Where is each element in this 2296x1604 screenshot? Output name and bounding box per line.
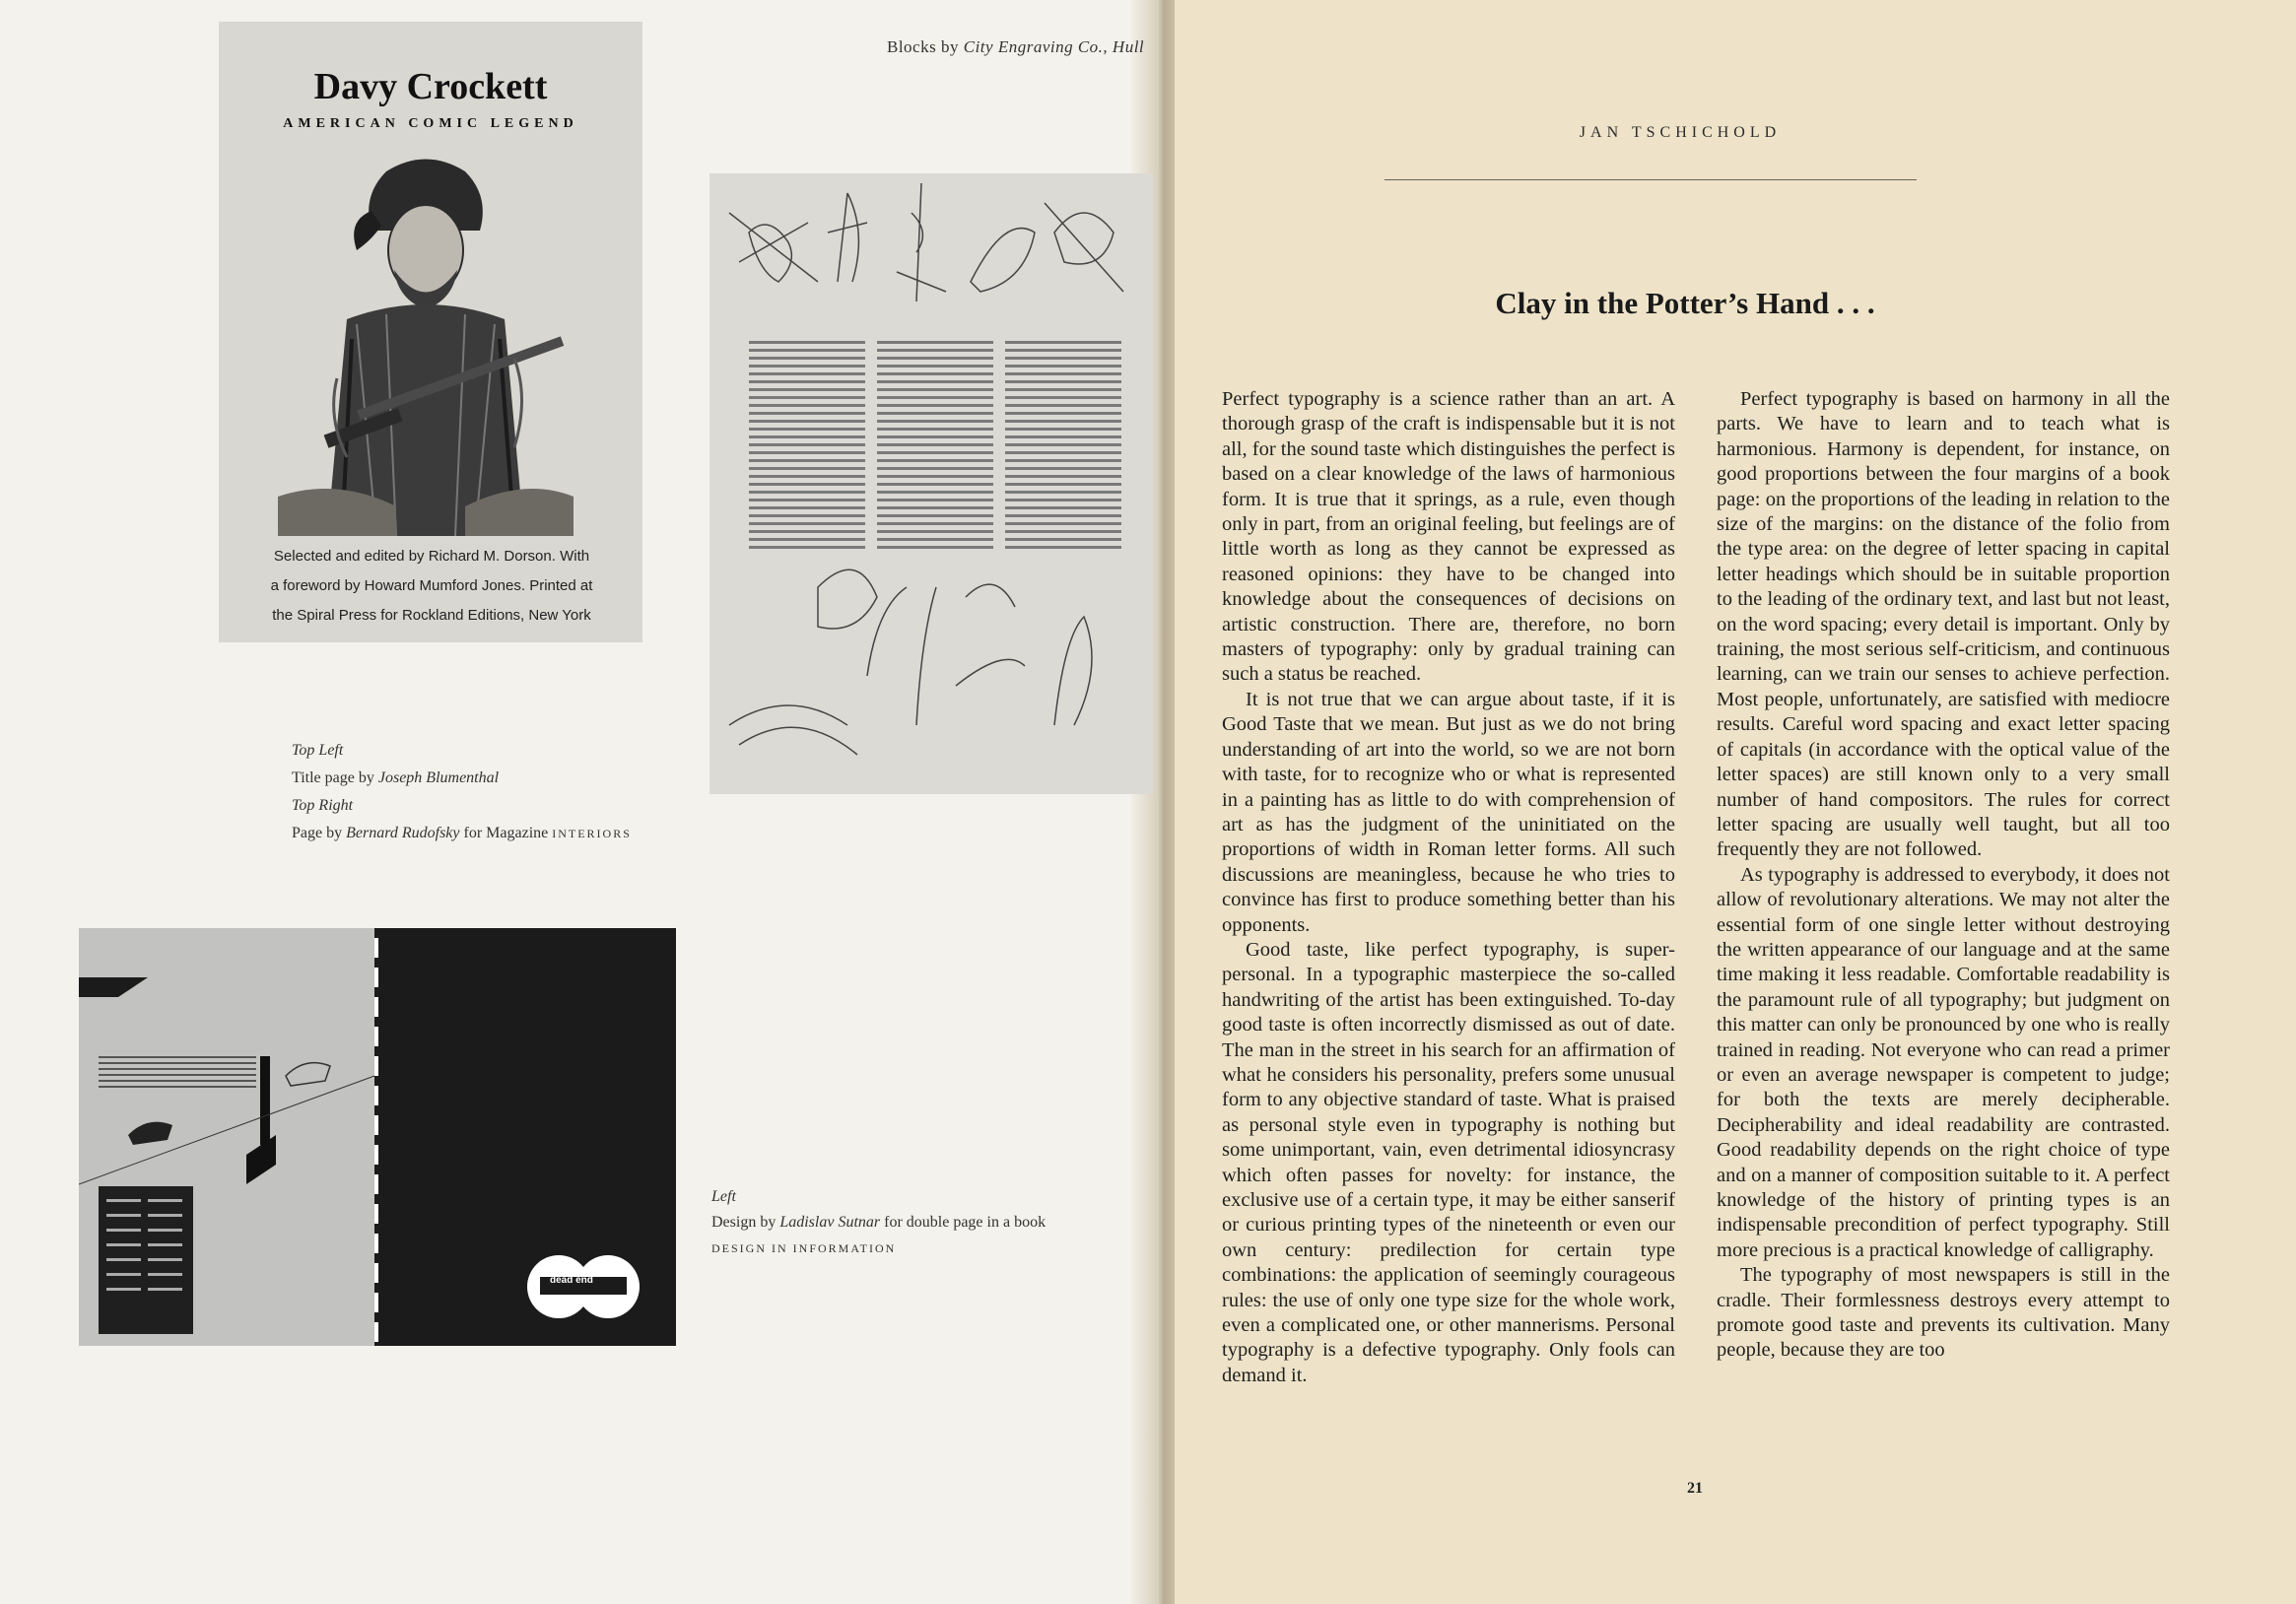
paragraph: Perfect typography is based on harmony in all the parts. We have to learn and to teach what is harmonious. Harmony is dependent, for instance, on good proportions between the four margins of a book page: on the proportions of the leading in relation to the size of the margins: on the distance of the folio from the type area: on the degree of letter spacing in capital letter headings which should be in suitable proportion to the leading of the ordinary text, and last but not least, on the word spacing; every detail is important. Only by training, the most serious self-criticism, and continuous learning, can we train our senses to achieve perfection. Most people, unfortunately, are satisfied with mediocre results. Careful word spacing and exact letter spacing of capitals (in accordance with the optical value of the letter spaces) are still known only to a very small number of hand compositors. The rules for correct letter spacing are usually well taught, but all too frequently they are not followed. [1717,388,2170,861]
article-title: Clay in the Potter’s Hand . . . [1495,286,1875,320]
paragraph: Perfect typography is a science rather than an art. A thorough grasp of the craft is indispensable but it is not all, for the sound taste which distinguishes the perfect is based on a clear knowledge of the laws of harmonious form. It is true that it springs, as a rule, even though only in part, from an original feeling, but feelings are of little worth as long as they cannot be expressed as reasoned opinions: they have to be changed into knowledge about the consequences of decisions on artistic construction. There are, therefore, no born masters of typography: only by gradual training can such a status be reached. [1222,388,1676,686]
dead-end-badge: dead end [550,1275,593,1286]
top-right-caption: Page by Bernard Rudofsky for Magazine INTERIORS [292,825,632,841]
davy-subtitle: AMERICAN COMIC LEGEND [283,116,578,131]
rudofsky-magazine-page [709,173,1153,794]
top-left-label: Top Left [292,742,344,759]
davy-crockett-portrait [278,152,574,536]
left-label: Left [711,1188,736,1205]
top-left-caption: Title page by Joseph Blumenthal [292,769,500,786]
left-caption: Design by Ladislav Sutnar for double page in a book [711,1214,1047,1231]
captions-left [711,1184,1145,1261]
davy-crockett-title-page [219,22,642,642]
engraver-name: City Engraving Co., Hull [963,37,1145,56]
page-number: 21 [1687,1480,1703,1497]
captions-top [292,737,706,847]
running-head: JAN TSCHICHOLD [1579,124,1782,141]
paragraph: It is not true that we can argue about taste, if it is Good Taste that we mean. But just as we do not bring understanding of art into the world, so we are not born with taste, for to recognize who or what is represented in a painting has as little to do with comprehension of art as has the judgment of the uninitiated on the proportions of width in Roman letter forms. All such discussions are meaningless, because he who tries to convince has first to produce something better than his opponents. [1222,688,1675,936]
top-right-label: Top Right [292,797,354,814]
book-title: DESIGN IN INFORMATION [711,1241,897,1255]
davy-caption: Selected and edited by Richard M. Dorson. With a foreword by Howard Mumford Jones. Printed at the Spiral Press for Rockland Editions, New York [270,548,593,624]
paragraph: The typography of most newspapers is still in the cradle. Their formlessness destroys every attempt to promote good taste and prevents its cultivation. Many people, because they are too [1717,1264,2170,1362]
botanical-illustrations [709,173,1153,794]
header-rule [1384,179,1917,180]
paragraph: Good taste, like perfect typography, is super-personal. In a typographic masterpiece the so-called handwriting of the artist has been extinguished. To-day good taste is often incorrectly dismissed as out of date. The man in the street in his search for an affirmation of what he considers his personality, prefers some unusual form to any objective standard of taste. What is praised as personal style even in typography is nothing but some unimportant, vain, even detrimental idiosyncrasy which often passes for novelty: for instance, the exclusive use of a certain type, it may be either sanserif or curious printing types of the nineteenth or even our own century: predilection for certain type combinations: the application of seemingly courageous rules: the use of only one type size for the whole work, even a complicated one, or other mannerisms. Personal typography is a defective typography. Only fools can demand it. [1222,938,1675,1386]
sutnar-double-page [79,928,676,1346]
text-column-left [1222,387,1675,1388]
block-credit: Blocks by City Engraving Co., Hull [887,37,1145,56]
text-column-right [1717,387,2170,1364]
paragraph: As typography is addressed to everybody, it does not allow of revolutionary alterations. We may not alter the essential form of one single letter without destroying the written appearance of our language and at the same time making it less readable. Comfortable readability is the paramount rule of all typography; but judgment on this matter can only be pronounced by one who is really trained in reading. Not everyone who can read a primer or even an average newspaper is competent to judge; for both the texts are merely decipherable. Decipherability and ideal readability are contrasted. Good readability depends on the right choice of type and on a manner of composition suitable to it. A perfect knowledge of the history of printing types is an indispensable precondition of perfect typography. Still more precious is a practical knowledge of calligraphy. [1717,863,2170,1261]
davy-title: Davy Crockett [313,66,548,107]
